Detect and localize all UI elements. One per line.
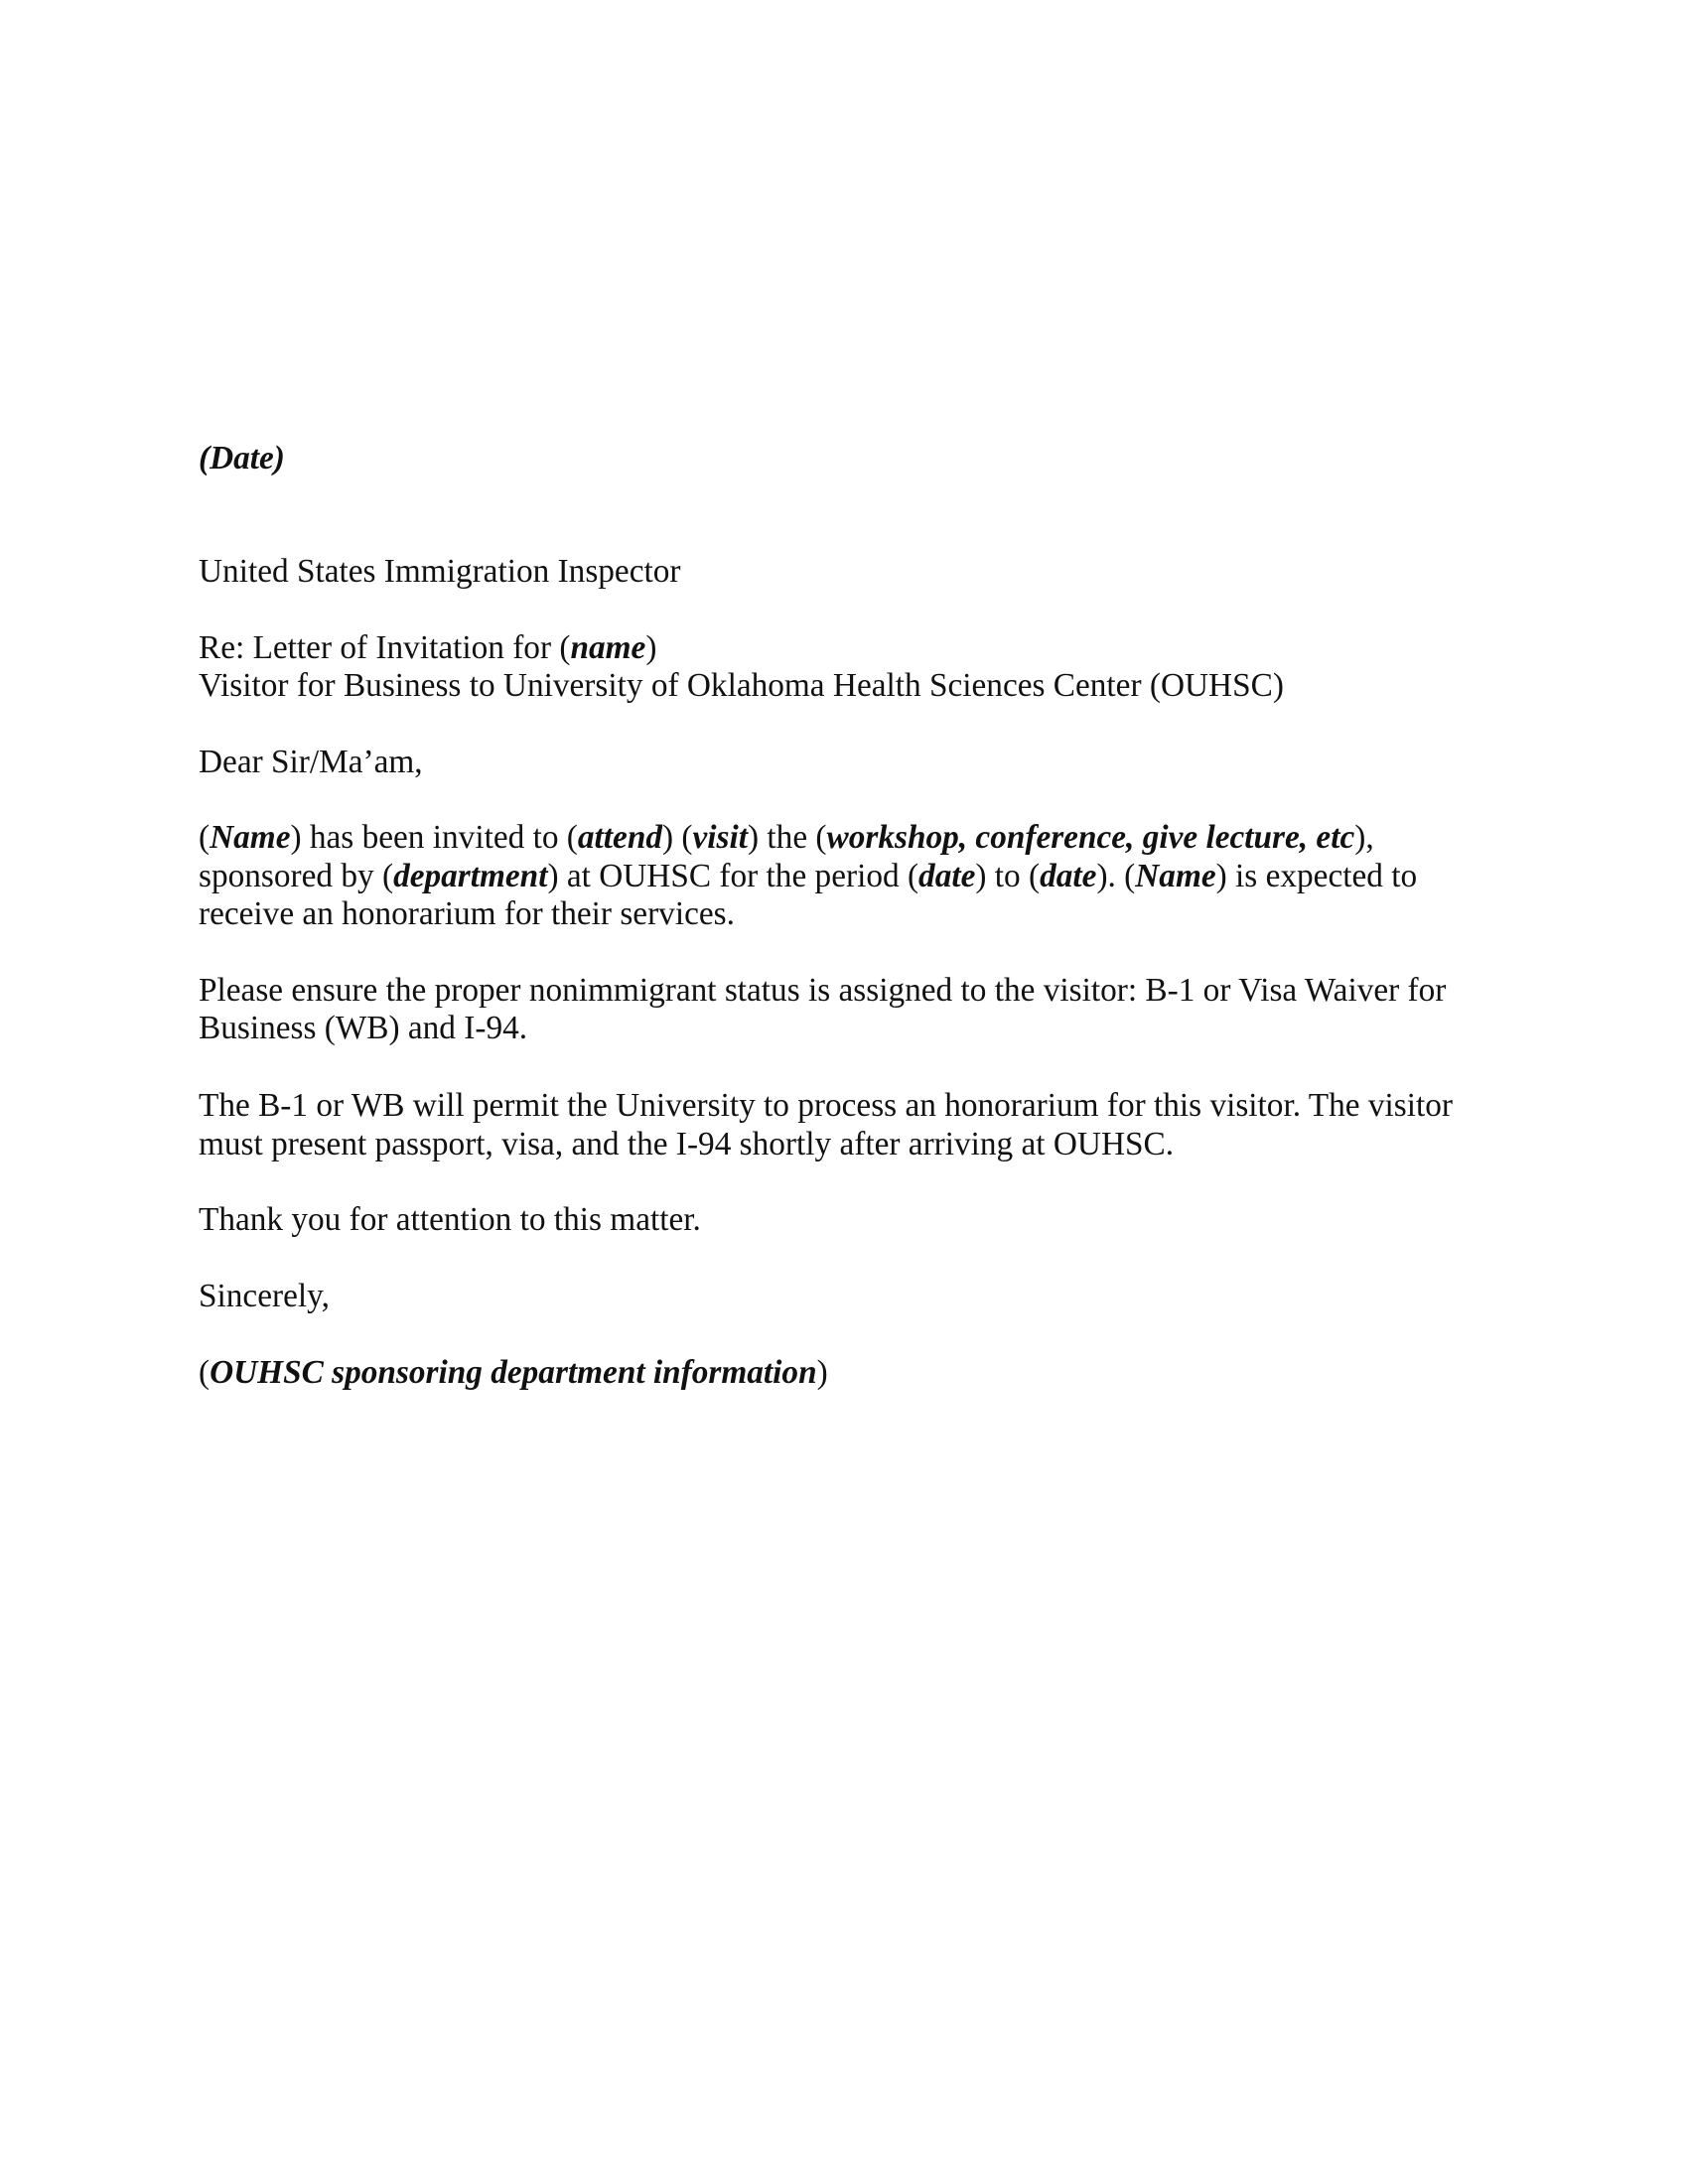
paragraph-2-line-1: Please ensure the proper nonimmigrant status is assigned to the visitor: B-1 or Visa Waiver for xyxy=(199,972,1447,1009)
name-placeholder: Name xyxy=(1135,858,1216,894)
text: ) to ( xyxy=(975,858,1041,894)
attend-placeholder: attend xyxy=(577,819,662,856)
closing-thanks: Thank you for attention to this matter. xyxy=(199,1201,701,1238)
event-placeholder: workshop, conference, give lecture, etc xyxy=(826,819,1355,856)
text: ) is expected to xyxy=(1215,858,1418,894)
signature-placeholder xyxy=(199,1354,828,1392)
text: ) xyxy=(816,1354,828,1391)
paragraph-3-line-2: must present passport, visa, and the I-94 shortly after arriving at OUHSC. xyxy=(199,1126,1175,1162)
re-suffix: ) xyxy=(645,629,657,666)
paragraph-1-line-3: receive an honorarium for their services. xyxy=(199,895,735,932)
paragraph-1-line-2 xyxy=(199,858,1417,895)
start-date-placeholder: date xyxy=(918,858,976,894)
text: ) ( xyxy=(662,819,693,856)
text: sponsored by ( xyxy=(199,858,394,894)
paragraph-2-line-2: Business (WB) and I-94. xyxy=(199,1010,528,1046)
visit-placeholder: visit xyxy=(692,819,749,856)
re-prefix: Re: Letter of Invitation for ( xyxy=(199,629,571,666)
department-placeholder: department xyxy=(393,858,548,894)
text: ( xyxy=(199,819,211,856)
text: ) at OUHSC for the period ( xyxy=(547,858,919,894)
closing: Sincerely, xyxy=(199,1278,330,1314)
text: ), xyxy=(1354,819,1374,856)
text: ). ( xyxy=(1096,858,1136,894)
text: ) the ( xyxy=(748,819,827,856)
re-line xyxy=(199,629,656,667)
sponsor-info-placeholder: OUHSC sponsoring department information xyxy=(210,1354,817,1391)
text: ) has been invited to ( xyxy=(290,819,578,856)
name-placeholder: Name xyxy=(210,819,291,856)
subject-line: Visitor for Business to University of Oklahoma Health Sciences Center (OUHSC) xyxy=(199,667,1284,704)
paragraph-3-line-1: The B-1 or WB will permit the University to process an honorarium for this visitor. The visitor xyxy=(199,1087,1453,1124)
text: ( xyxy=(199,1354,211,1391)
end-date-placeholder: date xyxy=(1040,858,1097,894)
date-placeholder: (Date) xyxy=(199,440,285,477)
salutation: Dear Sir/Ma’am, xyxy=(199,744,423,780)
paragraph-1-line-1 xyxy=(199,819,1374,857)
recipient-line: United States Immigration Inspector xyxy=(199,553,681,590)
re-name-placeholder: name xyxy=(570,629,646,666)
